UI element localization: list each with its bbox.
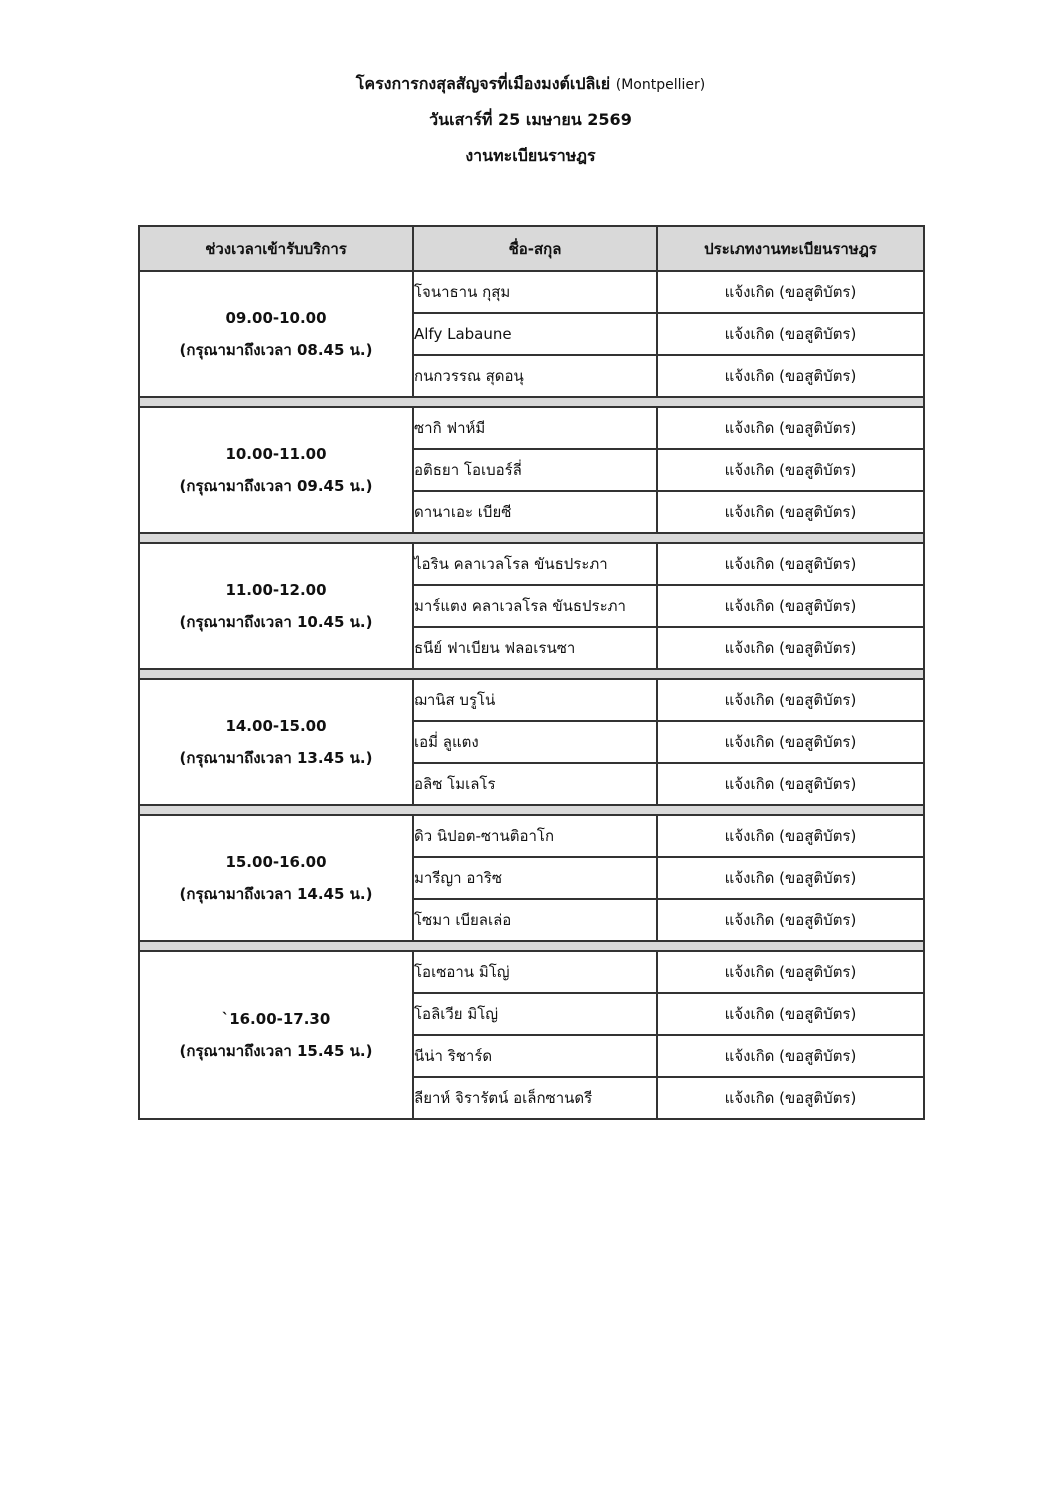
group-separator: [139, 669, 924, 679]
document-date: วันเสาร์ที่ 25 เมษายน 2569: [429, 110, 632, 129]
time-slot-cell: [139, 271, 413, 397]
name-cell: โจนาธาน กุสุม: [413, 271, 657, 313]
name-cell: นีน่า ริชาร์ด: [413, 1035, 657, 1077]
registration-type-cell: แจ้งเกิด (ขอสูติบัตร): [657, 899, 924, 941]
registration-table: [138, 225, 925, 1120]
name-cell: มาร์แตง คลาเวลโรล ขันธประภา: [413, 585, 657, 627]
group-separator-cell: [139, 805, 924, 815]
name-cell: มารีญา อาริซ: [413, 857, 657, 899]
document-title-line: [0, 66, 1061, 102]
document-title-latin: (Montpellier): [615, 77, 706, 93]
name-cell: โอเซอาน มิโญ่: [413, 951, 657, 993]
time-slot-cell: [139, 407, 413, 533]
group-separator-cell: [139, 669, 924, 679]
registration-type-cell: แจ้งเกิด (ขอสูติบัตร): [657, 407, 924, 449]
table-body: [139, 271, 924, 1119]
name-cell: อลิซ โมเลโร: [413, 763, 657, 805]
column-header-name: ชื่อ-สกุล: [413, 226, 657, 271]
registration-type-cell: แจ้งเกิด (ขอสูติบัตร): [657, 449, 924, 491]
name-cell: กนกวรรณ สุดอนุ: [413, 355, 657, 397]
name-cell: ดานาเอะ เบียซี: [413, 491, 657, 533]
registration-type-cell: แจ้งเกิด (ขอสูติบัตร): [657, 585, 924, 627]
time-slot: 11.00-12.00: [225, 581, 327, 599]
name-cell: ไอริน คลาเวลโรล ขันธประภา: [413, 543, 657, 585]
column-header-time: ช่วงเวลาเข้ารับบริการ: [139, 226, 413, 271]
group-separator: [139, 533, 924, 543]
arrival-note: (กรุณามาถึงเวลา 15.45 น.): [179, 1042, 373, 1060]
registration-type-cell: แจ้งเกิด (ขอสูติบัตร): [657, 679, 924, 721]
registration-type-cell: แจ้งเกิด (ขอสูติบัตร): [657, 491, 924, 533]
registration-type-cell: แจ้งเกิด (ขอสูติบัตร): [657, 993, 924, 1035]
group-separator: [139, 397, 924, 407]
arrival-note: (กรุณามาถึงเวลา 10.45 น.): [179, 613, 373, 631]
name-cell: เอมี่ ลูแตง: [413, 721, 657, 763]
registration-type-cell: แจ้งเกิด (ขอสูติบัตร): [657, 355, 924, 397]
name-cell: อติธยา โอเบอร์ลี่: [413, 449, 657, 491]
registration-type-cell: แจ้งเกิด (ขอสูติบัตร): [657, 543, 924, 585]
registration-type-cell: แจ้งเกิด (ขอสูติบัตร): [657, 271, 924, 313]
table-row: [139, 679, 924, 721]
time-slot-cell: [139, 679, 413, 805]
group-separator-cell: [139, 533, 924, 543]
time-slot: `16.00-17.30: [221, 1010, 331, 1028]
group-separator: [139, 805, 924, 815]
group-separator-cell: [139, 941, 924, 951]
name-cell: ธนีย์ ฟาเบียน ฟลอเรนซา: [413, 627, 657, 669]
arrival-note: (กรุณามาถึงเวลา 14.45 น.): [179, 885, 373, 903]
document-subtitle: งานทะเบียนราษฎร: [465, 146, 596, 165]
name-cell: ฌานิส บรูโน่: [413, 679, 657, 721]
arrival-note: (กรุณามาถึงเวลา 13.45 น.): [179, 749, 373, 767]
time-slot: 09.00-10.00: [225, 309, 327, 327]
arrival-note: (กรุณามาถึงเวลา 09.45 น.): [179, 477, 373, 495]
time-slot-cell: [139, 951, 413, 1119]
name-cell: ซากิ ฟาห์มี: [413, 407, 657, 449]
table-row: [139, 271, 924, 313]
column-header-type: ประเภทงานทะเบียนราษฎร: [657, 226, 924, 271]
table-row: [139, 951, 924, 993]
registration-type-cell: แจ้งเกิด (ขอสูติบัตร): [657, 627, 924, 669]
group-separator: [139, 941, 924, 951]
name-cell: Alfy Labaune: [413, 313, 657, 355]
time-slot-cell: [139, 543, 413, 669]
table-row: [139, 815, 924, 857]
name-cell: โซมา เบียลเล่อ: [413, 899, 657, 941]
table-row: [139, 407, 924, 449]
time-slot: 10.00-11.00: [225, 445, 327, 463]
registration-type-cell: แจ้งเกิด (ขอสูติบัตร): [657, 763, 924, 805]
table-row: [139, 543, 924, 585]
group-separator-cell: [139, 397, 924, 407]
registration-type-cell: แจ้งเกิด (ขอสูติบัตร): [657, 951, 924, 993]
document-title: โครงการกงสุลสัญจรที่เมืองมงต์เปลิเย่: [355, 74, 611, 93]
name-cell: ลียาห์ จิรารัตน์ อเล็กซานดรี: [413, 1077, 657, 1119]
registration-type-cell: แจ้งเกิด (ขอสูติบัตร): [657, 1077, 924, 1119]
registration-type-cell: แจ้งเกิด (ขอสูติบัตร): [657, 815, 924, 857]
arrival-note: (กรุณามาถึงเวลา 08.45 น.): [179, 341, 373, 359]
time-slot: 14.00-15.00: [225, 717, 327, 735]
registration-type-cell: แจ้งเกิด (ขอสูติบัตร): [657, 1035, 924, 1077]
time-slot-cell: [139, 815, 413, 941]
registration-type-cell: แจ้งเกิด (ขอสูติบัตร): [657, 313, 924, 355]
registration-type-cell: แจ้งเกิด (ขอสูติบัตร): [657, 857, 924, 899]
table-header-row: [139, 226, 924, 271]
time-slot: 15.00-16.00: [225, 853, 327, 871]
name-cell: ดิว นิปอต-ซานติอาโก: [413, 815, 657, 857]
document-header: [0, 66, 1061, 174]
name-cell: โอลิเวีย มิโญ่: [413, 993, 657, 1035]
registration-type-cell: แจ้งเกิด (ขอสูติบัตร): [657, 721, 924, 763]
